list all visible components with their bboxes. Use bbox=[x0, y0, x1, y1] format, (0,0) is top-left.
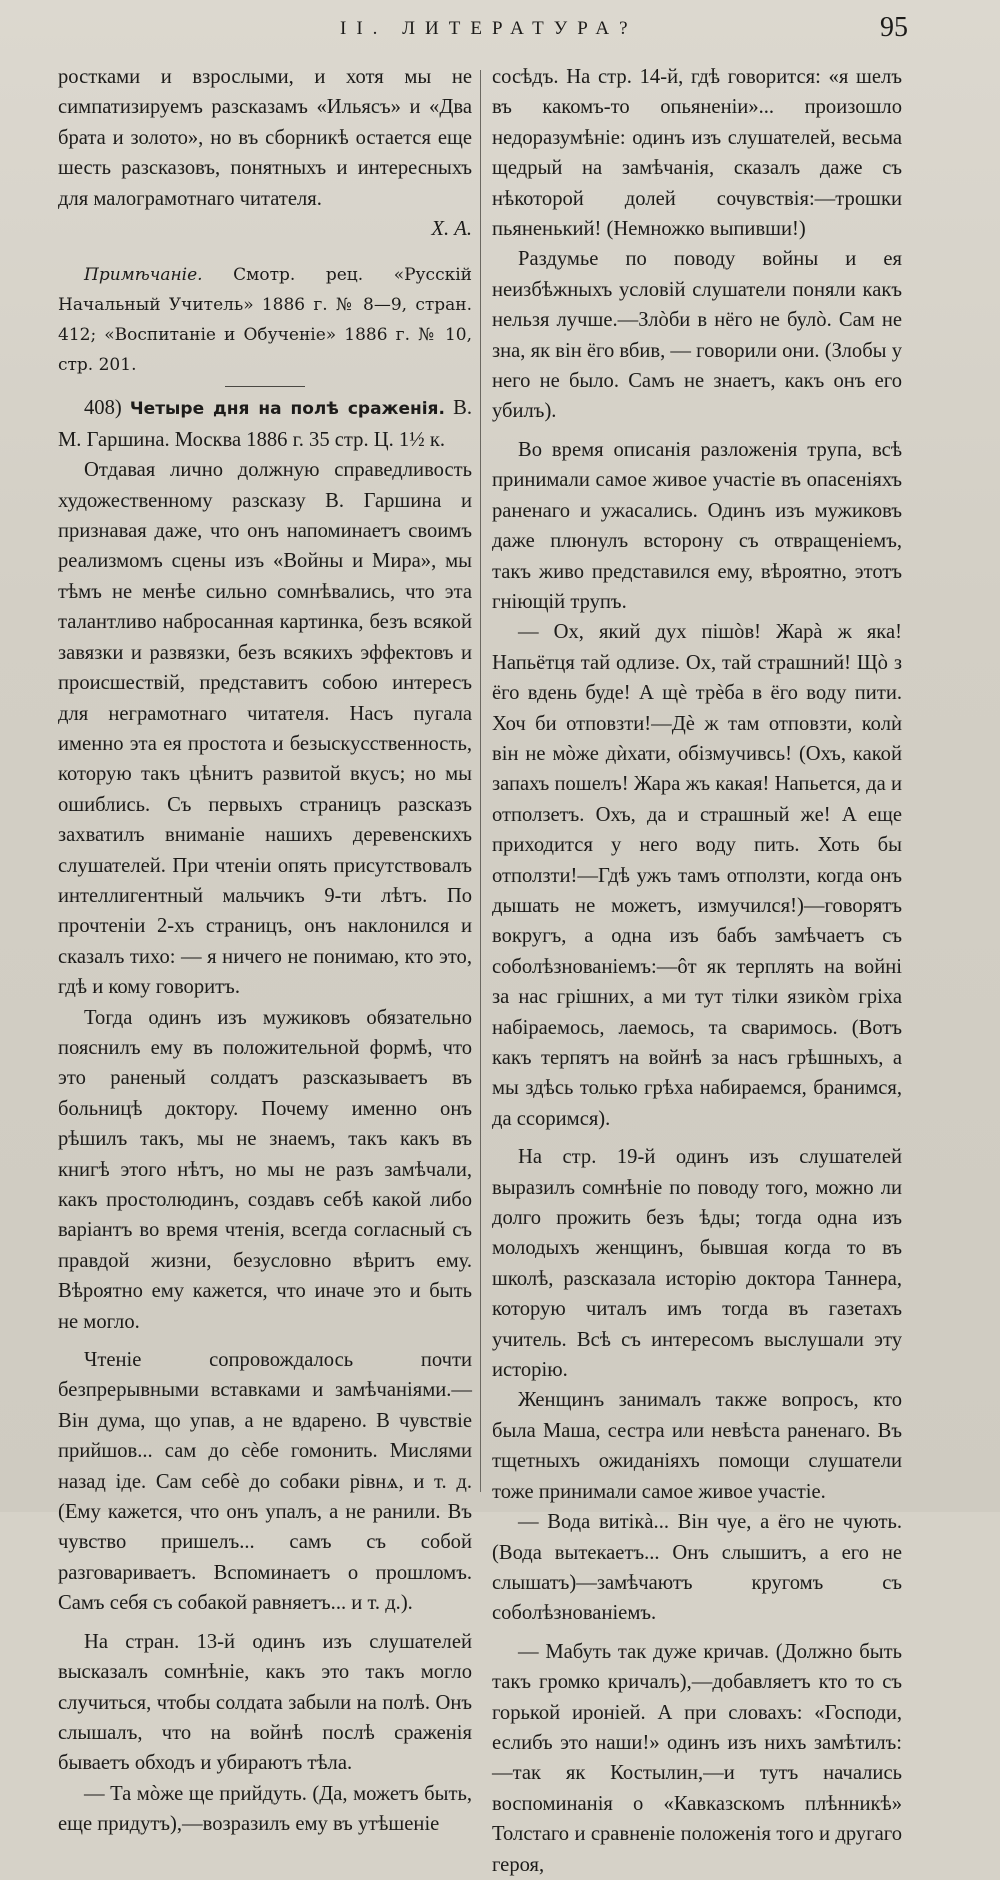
paragraph: Отдавая лично должную справедливость художественному разсказу В. Гаршина и признавая даже, что онъ напоминаетъ своимъ реализмомъ сцены изъ «Войны и Мира», мы тѣмъ не менѣе сильно сомнѣвались, что эта талантливо набросанная картинка, безъ всякой завязки и развязки, безъ всякихъ эффектовъ и происшествій, представитъ собою интересъ для неграмотнаго читателя. Насъ пугала именно эта ея простота и безыскусственность, которую такъ цѣнитъ развитой вкусъ; но мы ошиблись. Съ первыхъ страницъ разсказъ захватилъ вниманіе нашихъ деревенскихъ слушателей. При чтеніи опять присутствовалъ интеллигентный мальчикъ 9-ти лѣтъ. По прочтеніи 2-хъ страницъ, онъ наклонился и сказалъ тихо: — я ничего не понимаю, кто это, гдѣ и кому говоритъ. bbox=[58, 459, 472, 999]
entry-title: Четыре дня на полѣ сраженія. bbox=[129, 399, 445, 420]
right-column bbox=[492, 62, 902, 1876]
paragraph: сосѣдъ. На стр. 14-й, гдѣ говорится: «я шелъ въ какомъ-то опьяненіи»... произошло недоразумѣніе: одинъ изъ слушателей, весьма щедрый на замѣчанія, сказалъ даже съ нѣкоторой долей сочувствія:—трошки пьяненький! (Немножко выпивши!) bbox=[492, 66, 902, 241]
note-text: Смотр. рец. «Русскій Начальный Учитель» 1886 г. № 8—9, стран. 412; «Воспитаніе и Обученіе» 1886 г. № 10, стр. 201. bbox=[58, 265, 472, 376]
paragraph: ростками и взрослыми, и хотя мы не симпатизируемъ разсказамъ «Ильясъ» и «Два брата и золото», но въ сборникѣ остается еще шесть разсказовъ, понятныхъ и интересныхъ для малограмотнаго читателя. bbox=[58, 66, 472, 210]
paragraph: — Ох, який дух пішòв! Жарà ж яка! Напьётця тай одлизе. Ох, тай страшний! Щò з ёго вдень буде! А щѐ трѐба в ёго воду пити. Хоч би отповзти!—Дѐ ж там отповзти, колѝ він не мòже дѝхати, обізмучивсь! (Охъ, какой запахъ пошелъ! Жара жъ какая! Напьется, да и отползетъ. Охъ, да и страшный же! А еще приходится у него воду пить. Хоть бы отползти!—Гдѣ ужъ тамъ отползти, когда онъ дышать не можетъ, измучился!)—говорятъ вокругъ, а одна изъ бабъ замѣчаетъ съ соболѣзнованіемъ:—ôт як терплять на войні за нас грішних, а ми тут тілки язикòм гріха набіраемось, лаемось, та сваримось. (Вотъ какъ терпятъ на войнѣ за насъ грѣшныхъ, а мы здѣсь только грѣха набираемся, бранимся, да ссоримся). bbox=[492, 621, 902, 1130]
entry-number: 408) bbox=[84, 397, 122, 420]
paragraph: Тогда одинъ изъ мужиковъ обязательно пояснилъ ему въ положительной формѣ, что это раненый солдатъ разсказываетъ въ больницѣ доктору. Почему именно онъ рѣшилъ такъ, мы не знаемъ, такъ какъ въ книгѣ этого нѣтъ, но мы не разъ замѣчали, какъ простолюдинъ, создавъ себѣ какой либо варіантъ во время чтенія, всегда согласный съ правдой жизни, безусловно вѣритъ ему. Вѣроятно ему кажется, что иначе это и быть не могло. bbox=[58, 1006, 472, 1333]
column-divider bbox=[480, 70, 481, 1492]
separator-rule bbox=[225, 386, 305, 387]
author-initials: Х. А. bbox=[431, 218, 472, 241]
paragraph: Женщинъ занималъ также вопросъ, кто была Маша, сестра или невѣста раненаго. Въ тщетныхъ ожиданіяхъ помощи слушатели тоже принимали самое живое участіе. bbox=[492, 1389, 902, 1503]
paragraph: На стран. 13-й одинъ изъ слушателей высказалъ сомнѣніе, какъ это такъ могло случиться, чтобы солдата забыли на полѣ. Онъ слышалъ, что на войнѣ послѣ сраженія бываетъ обходъ и убираютъ тѣла. bbox=[58, 1630, 472, 1775]
page-header bbox=[0, 14, 1000, 54]
running-title: II. ЛИТЕРАТУРА? bbox=[340, 18, 638, 39]
page-number: 95 bbox=[880, 12, 908, 43]
paragraph: — Та мòже ще прийдуть. (Да, можетъ быть, еще придутъ),—возразилъ ему въ утѣшеніе bbox=[58, 1782, 472, 1836]
note-label: Примѣчаніе. bbox=[84, 265, 203, 286]
footnote bbox=[58, 260, 472, 380]
paragraph: На стр. 19-й одинъ изъ слушателей выразилъ сомнѣніе по поводу того, можно ли долго прожить безъ ѣды; тогда одна изъ молодыхъ женщинъ, бывшая когда то въ школѣ, разсказала исторію доктора Таннера, которую читалъ имъ тогда въ газетахъ учитель. Всѣ съ интересомъ выслушали эту исторію. bbox=[492, 1146, 902, 1382]
paragraph: Во время описанія разложенія трупа, всѣ принимали самое живое участіе въ опасеніяхъ раненаго и ужасались. Одинъ изъ мужиковъ даже плюнулъ всторону съ отвращеніемъ, такъ живо представился ему, вѣроятно, этотъ гніющій трупъ. bbox=[492, 438, 902, 613]
paragraph: Чтеніе сопровождалось почти безпрерывными вставками и замѣчаніями.—Він дума, що упав, а не вдарено. В чувствіе прийшов... сам до сѐбе гомонить. Мислями назад іде. Сам себѐ до собаки рівнѧ, и т. д. (Ему кажется, что онъ упалъ, а не ранили. Въ чувство пришелъ... самъ съ собой разговариваетъ. Вспоминаетъ о прошломъ. Самъ себя съ собакой равняетъ... и т. д.). bbox=[58, 1349, 472, 1615]
entry-details: В. М. Гаршина. Москва 1886 г. 35 стр. Ц. 1½ к. bbox=[58, 397, 472, 451]
paragraph: Раздумье по поводу войны и ея неизбѣжныхъ условій слушатели поняли какъ нельзя лучше.—Злòби в нёго не булò. Сам не зна, як він ёго вбив, — говорили они. (Злобы у него не было. Самъ не знаетъ, какъ онъ его убилъ). bbox=[492, 248, 902, 423]
left-column bbox=[58, 62, 472, 1836]
entry-heading bbox=[58, 393, 472, 455]
paragraph: — Мабуть так дуже кричав. (Должно быть такъ громко кричалъ),—добавляетъ кто то съ горькой ироніей. А при словахъ: «Господи, еслибъ это наши!» одинъ изъ нихъ замѣтилъ: —так як Костылин,—и тутъ начались воспоминанія о «Кавказскомъ плѣнникѣ» Толстаго и сравненіе положенія того и другаго героя, bbox=[492, 1640, 902, 1876]
paragraph: — Вода витікà... Він чуе, а ёго не чують. (Вода вытекаетъ... Онъ слышитъ, а его не слышатъ)—замѣчаютъ кругомъ съ соболѣзнованіемъ. bbox=[492, 1511, 902, 1625]
